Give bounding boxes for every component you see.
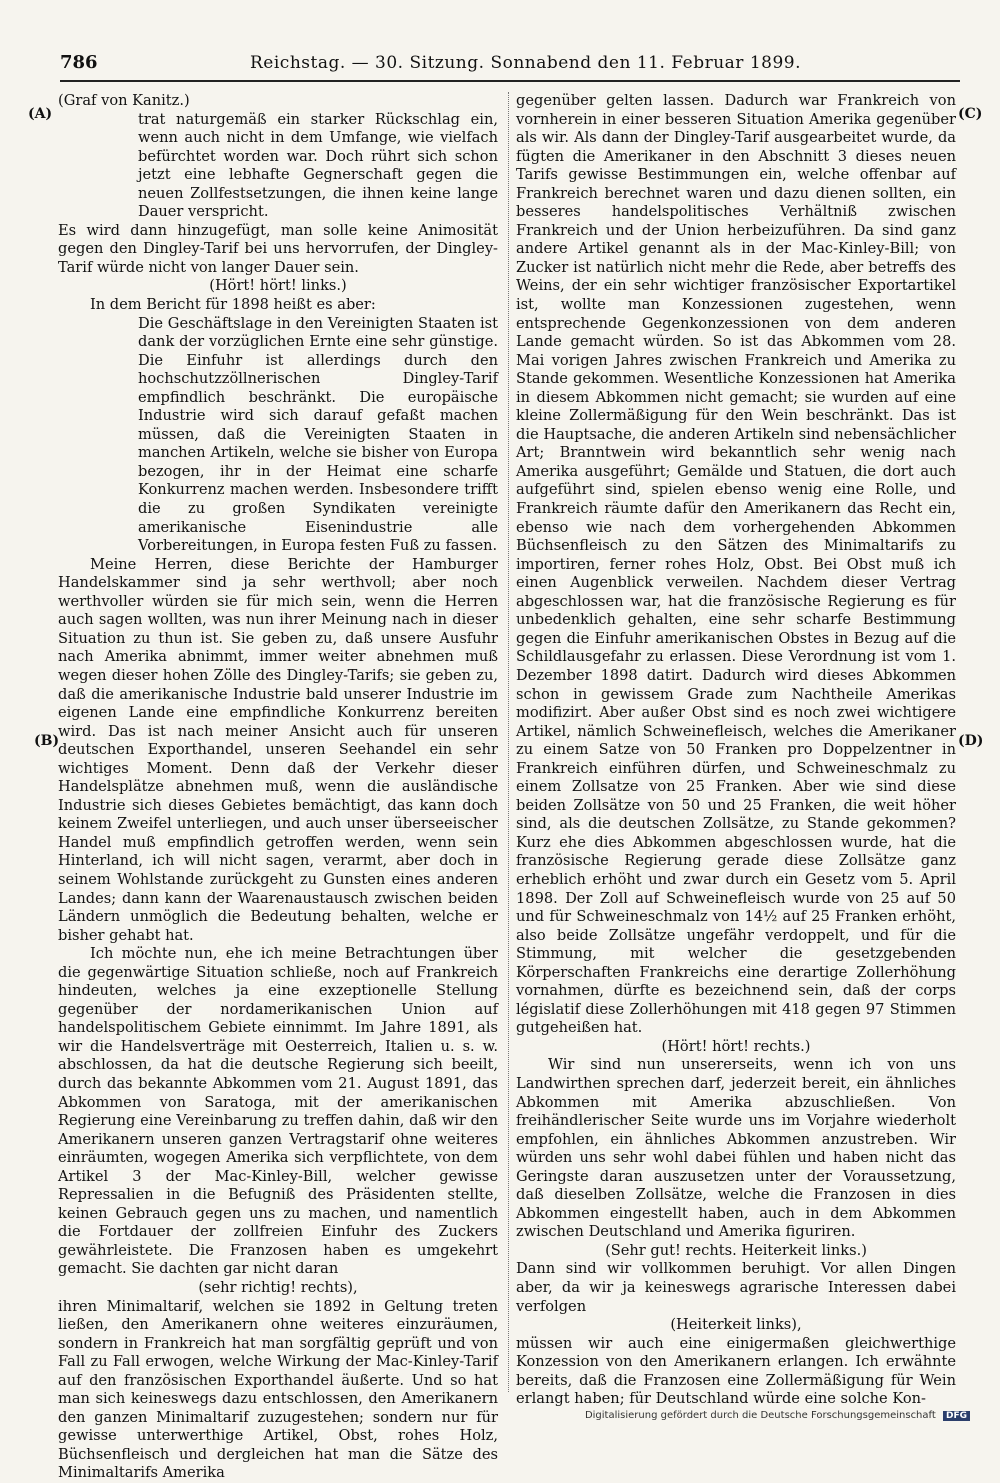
paragraph: Wir sind nun unsererseits, wenn ich von uns Landwirthen sprechen darf, jederzeit bereit, ein ähnliches Abkommen mit Amerika abzuschließen. Von freihändlerischer Seite wurde uns im Vorjahre wiederholt empfohlen, ein ähnliches Abkommen anzustreben. Wir würden uns sehr wohl dabei fühlen und haben nicht das Geringste daran auszusetzen unter der Voraussetzung, daß dieselben Zollsätze, welche die Franzosen in dies Abkommen eingestellt haben, auch in dem Abkommen zwischen Deutschland und Amerika figuriren.: [516, 1056, 956, 1241]
speaker-label: (Graf von Kanitz.): [58, 92, 190, 109]
paragraph: müssen wir auch eine einigermaßen gleichwerthige Konzession von den Amerikanern erlangen. Ich erwähnte bereits, daß die Franzosen eine Zollermäßigung für Wein erlangt haben; für Deutschland würde eine solche Kon-: [516, 1334, 956, 1408]
right-column: [516, 92, 956, 1409]
paragraph: Dann sind wir vollkommen beruhigt. Vor allen Dingen aber, da wir ja keineswegs agrarische Interessen dabei verfolgen: [516, 1260, 956, 1315]
page-title: Reichstag. — 30. Sitzung. Sonnabend den 11. Februar 1899.: [250, 53, 801, 73]
column-divider: [508, 92, 509, 1392]
paragraph: Es wird dann hinzugefügt, man solle keine Animosität gegen den Dingley-Tarif bei uns hervorrufen, der Dingley-Tarif würde nicht von langer Dauer sein.: [58, 221, 498, 276]
page-header: [60, 50, 960, 82]
interjection: (Hört! hört! links.): [209, 277, 347, 295]
footer-credit: [585, 1410, 970, 1421]
paragraph: Ich möchte nun, ehe ich meine Betrachtungen über die gegenwärtige Situation schließe, noch auf Frankreich hindeuten, welches ja eine exzeptionelle Stellung gegenüber der nordamerikanischen Union auf handelspolitischem Gebiete einnimmt. Im Jahre 1891, als wir die Handelsverträge mit Oesterreich, Italien u. s. w. abschlossen, da hat die deutsche Regierung sich beeilt, durch das bekannte Abkommen vom 21. August 1891, das Abkommen von Saratoga, mit der amerikanischen Regierung eine Vereinbarung zu treffen dahin, daß wir den Amerikanern unseren ganzen Vertragstarif ohne weiteres einräumten, wogegen Amerika sich verpflichtete, von dem Artikel 3 der Mac-Kinley-Bill, welcher gewisse Repressalien in die Befugniß des Präsidenten stellte, keinen Gebrauch gegen uns zu machen, und namentlich die Fortdauer der zollfreien Einfuhr des Zuckers gewährleistete. Die Franzosen haben es umgekehrt gemacht. Sie dachten gar nicht daran: [58, 945, 498, 1278]
quoted-report: Die Geschäftslage in den Vereinigten Staaten ist dank der vorzüglichen Ernte eine sehr günstige. Die Einfuhr ist allerdings durch den hochschutzzöllnerischen Dingley-Tarif empfindlich beschränkt. Die europäische Industrie wird sich darauf gefaßt machen müssen, daß die Vereinigten Staaten in manchen Artikeln, welche sie bisher von Europa bezogen, ihr in der Heimat eine scharfe Konkurrenz machen werden. Insbesondere trifft die zu großen Syndikaten vereinigte amerikanische Eisenindustrie alle Vorbereitungen, in Europa festen Fuß zu fassen.: [138, 314, 498, 555]
footer-text: Digitalisierung gefördert durch die Deutsche Forschungsgemeinschaft: [584, 1410, 936, 1421]
interjection: (Sehr gut! rechts. Heiterkeit links.): [605, 1241, 867, 1259]
interjection: (sehr richtig! rechts),: [198, 1279, 358, 1296]
page-number: 786: [60, 52, 98, 73]
margin-marker-a: (A): [28, 106, 53, 122]
paragraph: gegenüber gelten lassen. Dadurch war Frankreich von vornherein in einer besseren Situation Amerika gegenüber als wir. Als dann der Dingley-Tarif ausgearbeitet wurde, da fügten die Amerikaner in den Abschnitt 3 dieses neuen Tarifs gewisse Bestimmungen ein, welche offenbar auf Frankreich berechnet waren und dazu dienen sollten, ein besseres handelspolitisches Verhältniß zwischen Frankreich und der Union herbeizuführen. Da sind ganz andere Artikel genannt als in der Mac-Kinley-Bill; von Zucker ist natürlich nicht mehr die Rede, aber betreffs des Weins, der ein sehr wichtiger französischer Exportartikel ist, wollte man Konzessionen zugestehen, wenn entsprechende Gegenkonzessionen von dem anderen Lande gemacht würden. So ist das Abkommen vom 28. Mai vorigen Jahres zwischen Frankreich und Amerika zu Stande gekommen. Wesentliche Konzessionen hat Amerika in diesem Abkommen nicht gemacht; sie wurden auf eine kleine Zollermäßigung für den Wein beschränkt. Das ist die Hauptsache, die anderen Artikeln sind nebensächlicher Art; Branntwein wird bekanntlich sehr wenig nach Amerika ausgeführt; Gemälde und Statuen, die dort auch aufgeführt sind, spielen ebenso wenig eine Rolle, und Frankreich räumte dafür den Amerikanern das Recht ein, ebenso wie nach dem vorhergehenden Abkommen Büchsenfleisch zu den Sätzen des Minimaltarifs zu importiren, ferner rohes Holz, Obst. Bei Obst muß ich einen Augenblick verweilen. Nachdem dieser Vertrag abgeschlossen war, hat die französische Regierung es für unbedenklich gehalten, eine sehr scharfe Bestimmung gegen die Einfuhr amerikanischen Obstes in Bezug auf die Schildlausgefahr zu erlassen. Diese Verordnung ist vom 1. Dezember 1898 datirt. Dadurch wird dieses Abkommen schon in gewissem Grade zum Nachtheile Amerikas modifizirt. Aber außer Obst sind es noch zwei wichtigere Artikel, nämlich Schweinefleisch, welches die Amerikaner zu einem Satze von 50 Franken pro Doppelzentner in Frankreich einführen dürfen, und Schweineschmalz zu einem Zollsatze von 25 Franken. Aber wie sind diese beiden Zollsätze von 50 und 25 Franken, die weit höher sind, als die deutschen Zollsätze, zu Stande gekommen? Kurz ehe dies Abkommen abgeschlossen wurde, hat die französische Regierung gerade diese Zollsätze ganz erheblich erhöht und zwar durch ein Gesetz vom 5. April 1898. Der Zoll auf Schweinefleisch wurde von 25 auf 50 und für Schweineschmalz von 14½ auf 25 Franken erhöht, also beide Zollsätze ungefähr verdoppelt, und für die Stimmung, mit welcher die gesetzgebenden Körperschaften Frankreichs eine derartige Zollerhöhung vornahmen, dürfte es bezeichnend sein, daß der corps législatif diese Zollerhöhungen mit 418 gegen 97 Stimmen gutgeheißen hat.: [516, 92, 956, 1037]
margin-marker-d: (D): [958, 733, 984, 749]
interjection: (Heiterkeit links),: [670, 1316, 802, 1334]
dfg-logo: DFG: [943, 1411, 970, 1421]
margin-marker-b: (B): [34, 733, 60, 749]
paragraph: In dem Bericht für 1898 heißt es aber:: [90, 296, 376, 314]
margin-marker-c: (C): [958, 106, 983, 122]
paragraph: ihren Minimaltarif, welchen sie 1892 in Geltung treten ließen, den Amerikanern ohne weiteres einzuräumen, sondern in Frankreich hat man sorgfältig geprüft und von Fall zu Fall erwogen, welche Wirkung der Mac-Kinley-Tarif auf den französischen Exporthandel äußerte. Und so hat man sich keineswegs dazu entschlossen, den Amerikanern den ganzen Minimaltarif zuzugestehen; sondern nur für gewisse unterwerthige Artikel, Obst, rohes Holz, Büchsenfleisch und dergleichen hat man die Sätze des Minimaltarifs Amerika: [58, 1297, 498, 1482]
paragraph: Meine Herren, diese Berichte der Hamburger Handelskammer sind ja sehr werthvoll; aber noch werthvoller würden sie für mich sein, wenn die Herren auch sagen wollten, was nun ihrer Meinung nach in dieser Situation zu thun ist. Sie geben zu, daß unsere Ausfuhr nach Amerika abnimmt, immer weiter abnehmen muß wegen dieser hohen Zölle des Dingley-Tarifs; sie geben zu, daß die amerikanische Industrie bald unserer Industrie im eigenen Lande eine empfindliche Konkurrenz bereiten wird. Das ist nach meiner Ansicht auch für unseren deutschen Exporthandel, unseren Seehandel ein sehr wichtiges Moment. Denn daß der Verkehr dieser Handelsplätze abnehmen muß, wenn die ausländische Industrie sich dieses Gebietes bemächtigt, das kann doch keinem Zweifel unterliegen, und auch unser überseeischer Handel muß empfindlich getroffen werden, wenn sein Hinterland, ich will nicht sagen, verarmt, aber doch in seinem Wohlstande zurückgeht zu Gunsten eines anderen Landes; dann kann der Waarenaustausch zwischen beiden Ländern unmöglich die Bedeutung behalten, welche er bisher gehabt hat.: [58, 555, 498, 944]
left-column: [58, 92, 498, 1483]
interjection: (Hört! hört! rechts.): [661, 1037, 811, 1055]
paragraph: trat naturgemäß ein starker Rückschlag ein, wenn auch nicht in dem Umfange, wie vielfach befürchtet worden war. Doch rührt sich schon jetzt eine lebhafte Gegnerschaft gegen die neuen Zollfestsetzungen, die ihnen keine lange Dauer verspricht.: [138, 110, 498, 221]
